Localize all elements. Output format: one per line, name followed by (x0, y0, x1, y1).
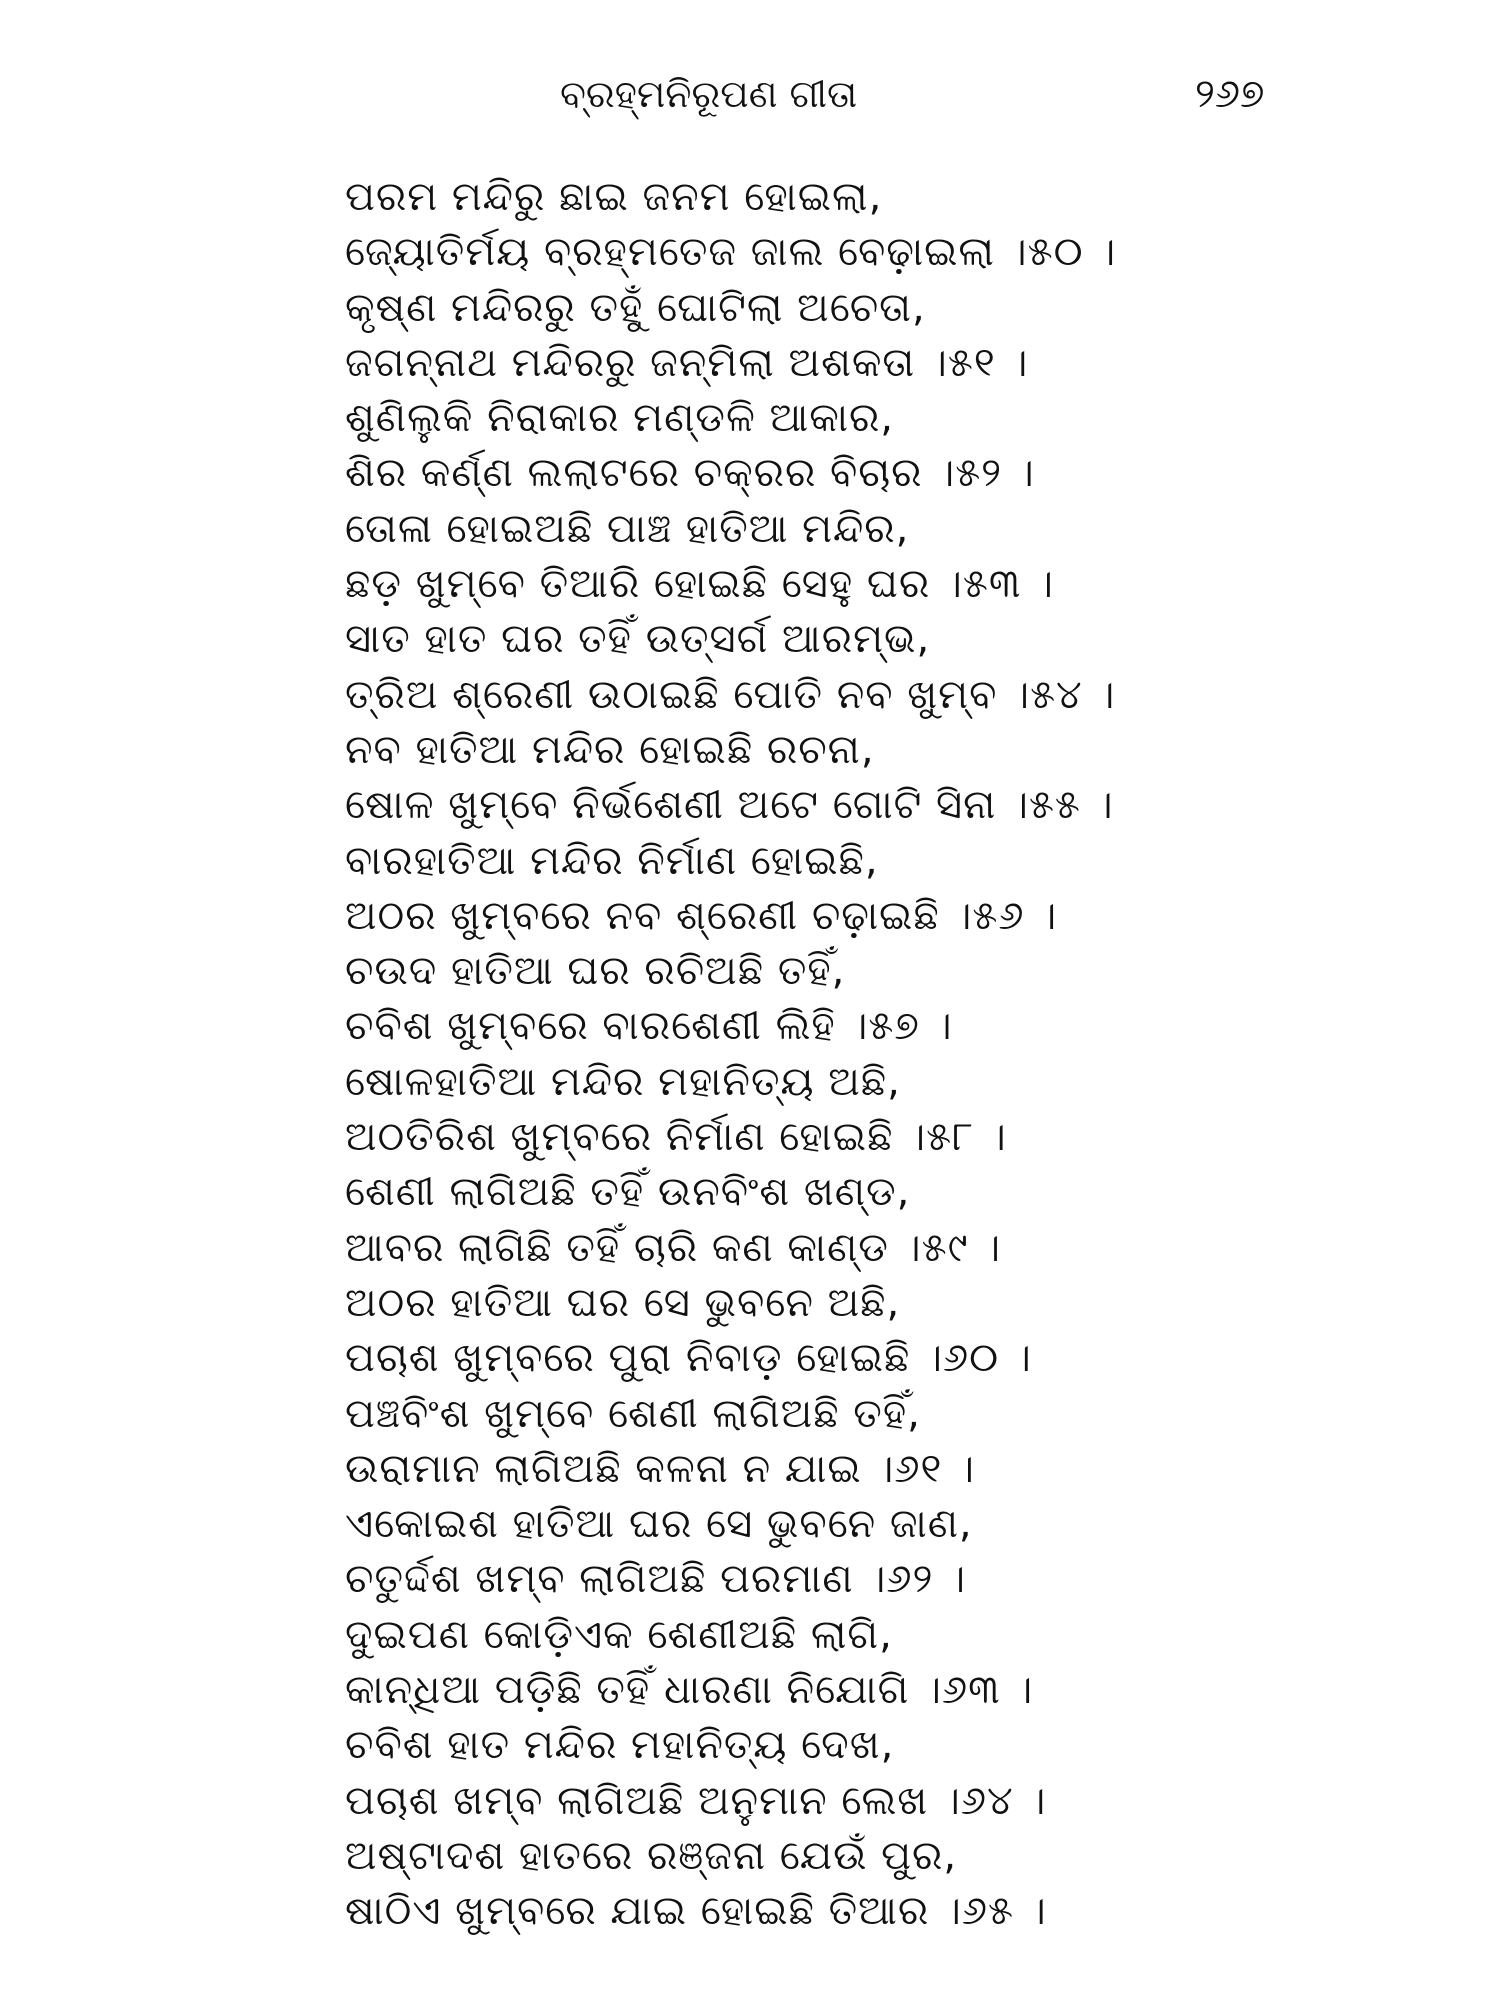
verse-line: ଜ୍ୟୋତିର୍ମୟ ବ୍ରହ୍ମତେଜ ଜାଲ ବେଢ଼ାଇଲା ।୫୦ । (345, 229, 1117, 276)
verse-line: ଶେଣୀ ଲାଗିଅଛି ତହିଁ ଉନବିଂଶ ଖଣ୍ଡ, (345, 1169, 911, 1216)
verse-line: ପଚାଶ ଖମ୍ବ ଲାଗିଅଛି ଅନୁମାନ ଲେଖ ।୬୪ । (345, 1777, 1047, 1824)
verse-line: ପଞ୍ଚବିଂଶ ଖୁମ୍ବେ ଶେଣୀ ଲାଗିଅଛି ତହିଁ, (345, 1390, 921, 1437)
verse-line: ଚତୁର୍ଦ୍ଦଶ ଖମ୍ବ ଲାଗିଅଛି ପରମାଣ ।୬୨ । (345, 1556, 967, 1603)
verse-line: କୃଷ୍ଣ ମନ୍ଦିରରୁ ତହୁଁ ଘୋଟିଲା ଅଚେତା, (345, 284, 926, 331)
verse-line: ଚବିଶ ଖୁମ୍ବରେ ବାରଶେଣୀ ଲିହି ।୫୭ । (345, 1003, 953, 1050)
verse-line: ଚଉଦ ହାତିଆ ଘର ରଚିଅଛି ତହିଁ, (345, 948, 846, 995)
verse-line: ଜଗନ୍ନାଥ ମନ୍ଦିରରୁ ଜନ୍ମିଲା ଅଶକତା ।୫୧ । (345, 339, 1029, 386)
verse-line: ଏକୋଇଶ ହାତିଆ ଘର ସେ ଭୁବନେ ଜାଣ, (345, 1501, 973, 1548)
verse-line: ଚବିଶ ହାତ ମନ୍ଦିର ମହାନିତ୍ୟ ଦେଖ, (345, 1722, 895, 1769)
running-header (0, 64, 1500, 124)
verse-line: ଉରାମାନ ଲାଗିଅଛି କଳନା ନ ଯାଇ ।୬୧ । (345, 1445, 976, 1492)
page-number: ୨୬୭ (1195, 71, 1265, 117)
verse-line: ଷୋଳହାତିଆ ମନ୍ଦିର ମହାନିତ୍ୟ ଅଛି, (345, 1058, 901, 1105)
verse-line: ନବ ହାତିଆ ମନ୍ଦିର ହୋଇଛି ରଚନା, (345, 726, 875, 773)
verse-line: ଛଡ଼ ଖୁମ୍ବେ ତିଆରି ହୋଇଛି ସେହୁ ଘର ।୫୩ । (345, 561, 1055, 608)
verse-line: ଆବର ଲାଗିଛି ତହିଁ ଚାରି କଣ କାଣ୍ଡ ।୫୯ । (345, 1224, 1002, 1271)
verse-line: ଅଠତିରିଶ ଖୁମ୍ବରେ ନିର୍ମାଣ ହୋଇଛି ।୫୮ । (345, 1114, 1007, 1161)
verse-line: ଶିର କର୍ଣ୍ଣ ଲଲାଟରେ ଚକ୍ରର ବିଚାର ।୫୨ । (345, 450, 1035, 497)
header-title: ବ୍ରହ୍ମନିରୂପଣ ଗୀତା (560, 72, 858, 116)
verse-line: କାନ୍ଧିଆ ପଡ଼ିଛି ତହିଁ ଧାରଣା ନିଯୋଗି ।୬୩ । (345, 1667, 1034, 1714)
verse-line: ଅଠର ଖୁମ୍ବରେ ନବ ଶ୍ରେଣୀ ଚଢ଼ାଇଛି ।୫୬ । (345, 892, 1058, 939)
verse-line: ପରମ ମନ୍ଦିରୁ ଛାଇ ଜନମ ହୋଇଲା, (345, 174, 883, 220)
verse-line: ଷାଠିଏ ଖୁମ୍ବରେ ଯାଇ ହୋଇଛି ତିଆର ।୬୫ । (345, 1888, 1047, 1935)
verse-line: ତୋଳା ହୋଇଅଛି ପାଞ୍ଚ ହାତିଆ ମନ୍ଦିର, (345, 505, 910, 552)
verse-line: ଶୁଣିଲୁକି ନିରାକାର ମଣ୍ଡଳି ଆକାର, (345, 395, 894, 442)
verse-line: ସାତ ହାତ ଘର ତହିଁ ଉତ୍ସର୍ଗ ଆରମ୍ଭ, (345, 616, 931, 663)
verse-line: ପଚାଶ ଖୁମ୍ବରେ ପୁରା ନିବାଡ଼ ହୋଇଛି ।୬୦ । (345, 1335, 1032, 1382)
verse-line: ତ୍ରିଅ ଶ୍ରେଣୀ ଉଠାଇଛି ପୋତି ନବ ଖୁମ୍ବ ।୫୪ । (345, 671, 1116, 718)
verse-line: ଅଷ୍ଟାଦଶ ହାତରେ ରଞ୍ଜନା ଯେଉଁ ପୁର, (345, 1832, 958, 1879)
verse-line: ବାରହାତିଆ ମନ୍ଦିର ନିର୍ମାଣ ହୋଇଛି, (345, 837, 879, 884)
verse-block (345, 170, 1445, 1940)
verse-line: ଦୁଇପଣ କୋଡ଼ିଏକ ଶେଣୀଅଛି ଲାଗି, (345, 1611, 893, 1658)
verse-line: ଅଠର ହାତିଆ ଘର ସେ ଭୁବନେ ଅଛି, (345, 1279, 901, 1326)
verse-line: ଷୋଳ ଖୁମ୍ବେ ନିର୍ଭଶେଣୀ ଅଟେ ଗୋଟି ସିନା ।୫୫ । (345, 782, 1114, 829)
